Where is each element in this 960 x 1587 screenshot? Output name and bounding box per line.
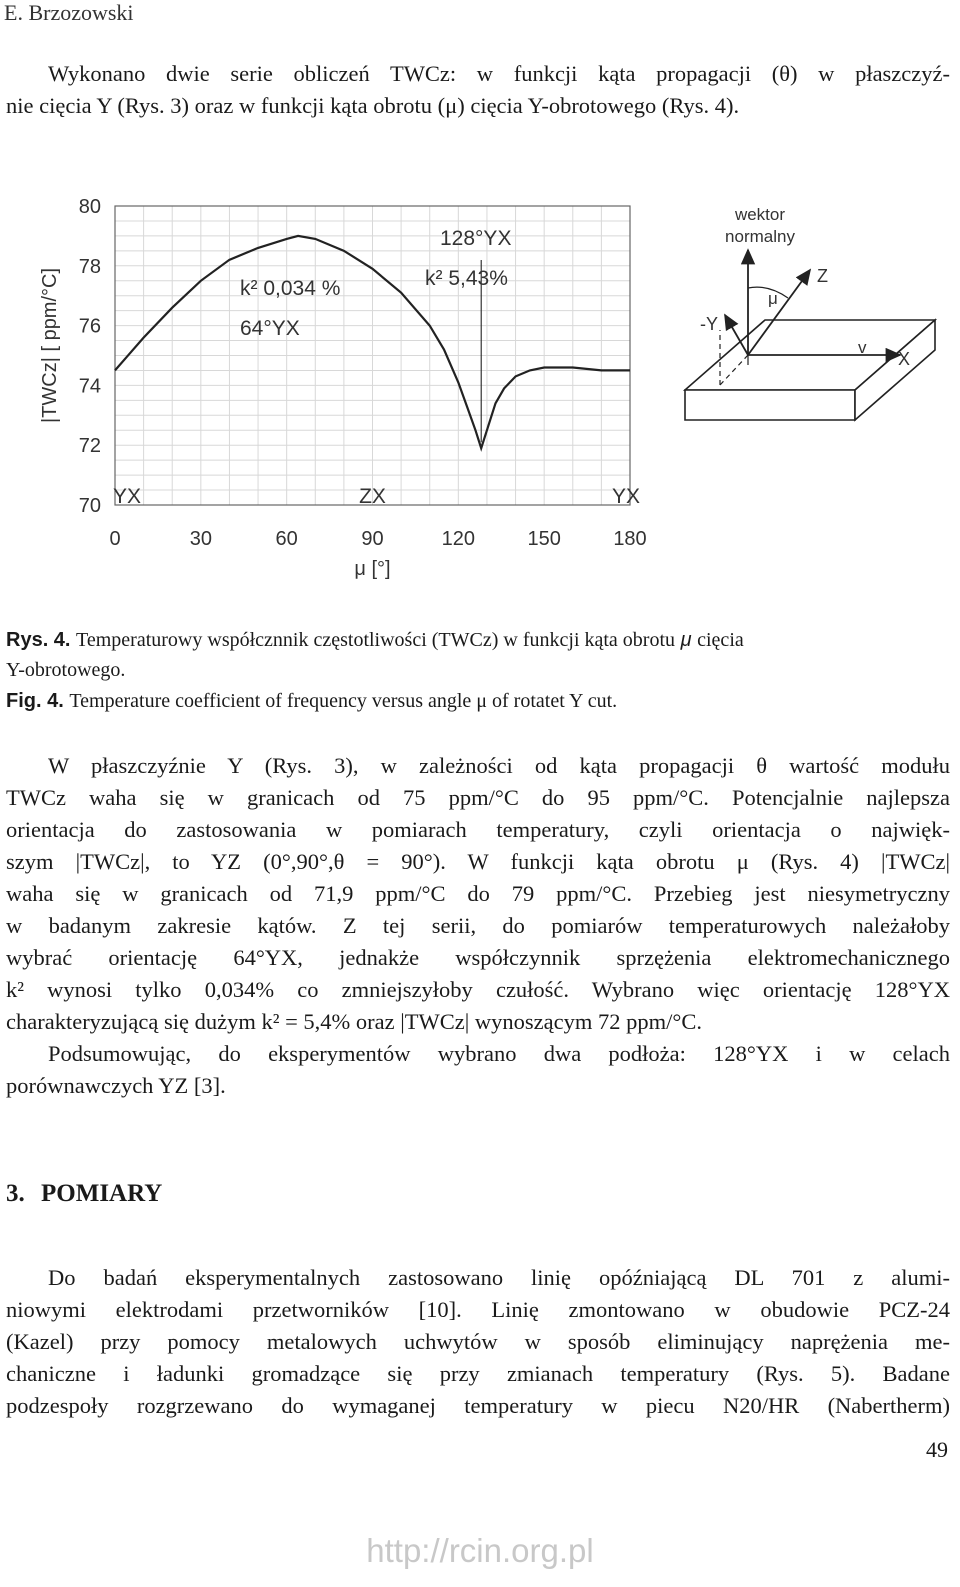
x-tick-label: 90 [361,528,384,550]
x-tick-label: 180 [613,528,647,550]
section-line: niowymi elektrodami przetworników [10]. Linię zmontowano w obudowie PCZ-24 [6,1297,950,1322]
annotation-k2-128yx: k² 5,43% [425,267,508,290]
section-paragraph [6,1262,950,1422]
section-number: 3. [6,1180,25,1207]
body-line: wybrać orientację 64°YX, jednakże współczynnik sprzężenia elektromechanicznego [6,945,950,970]
y-axis-label: |TWCz| [ ppm/°C] [39,267,61,424]
section-heading [6,1180,162,1208]
section-title: POMIARY [41,1180,163,1207]
caption-pl-line2: Y-obrotowego. [6,659,126,681]
body-line: w badanym zakresie kątów. Z tej serii, do pomiarów temperaturowych należałoby [6,913,950,938]
x-axis-label: μ [°] [354,558,391,580]
intro-paragraph [6,58,950,122]
body-line: Podsumowując, do eksperymentów wybrano dwa podłoża: 128°YX i w celach [48,1041,950,1066]
rotated-cut-diagram [685,205,935,420]
diagram-title-line1: wektor [734,205,786,224]
intro-line-1: Wykonano dwie serie obliczeń TWCz: w funkcji kąta propagacji (θ) w płaszczyź- [48,61,950,86]
cut-label-mid: ZX [359,485,386,508]
cut-label-left: YX [112,485,142,508]
cut-label-right: YX [611,485,641,508]
y-tick-label: 74 [78,375,101,398]
section-line: chaniczne i ładunki gromadzące się przy zmianach temperatury (Rys. 5). Badane [6,1361,950,1386]
annotation-128yx: 128°YX [440,227,512,250]
y-tick-label: 70 [78,495,101,517]
body-line: W płaszczyźnie Y (Rys. 3), w zależności od kąta propagacji θ wartość modułu [48,753,950,778]
figure-caption-en [6,686,950,716]
figure-4 [20,180,940,600]
x-tick-label: 30 [189,528,212,550]
caption-pl-label: Rys. 4. [6,629,71,651]
body-line: waha się w granicach od 71,9 ppm/°C do 79 ppm/°C. Przebieg jest niesymetryczny [6,881,950,906]
body-line: szym |TWCz|, to YZ (0°,90°,θ = 90°). W funkcji kąta obrotu μ (Rys. 4) |TWCz| [6,849,950,874]
body-line: orientacja do zastosowania w pomiarach temperatury, czyli orientacja o najwięk- [6,817,950,842]
section-line: Do badań eksperymentalnych zastosowano linię opóźniającą DL 701 z alumi- [48,1265,950,1290]
annotation-64yx: 64°YX [240,317,300,340]
neg-y-axis-label: -Y [700,314,718,334]
body-line: porównawczych YZ [3]. [6,1073,226,1098]
x-tick-label: 120 [441,528,476,550]
body-line: TWCz waha się w granicach od 75 ppm/°C do 95 ppm/°C. Potencjalnie najlepsza [6,785,950,810]
y-tick-label: 80 [78,196,101,218]
x-tick-label: 0 [109,528,121,550]
section-line: podzespoły rozgrzewano do wymaganej temperatury w piecu N20/HR (Nabertherm) [6,1393,950,1418]
slab-front-face [685,390,855,420]
running-header-author: E. Brzozowski [4,0,134,25]
section-line: (Kazel) przy pomocy metalowych uchwytów w sposób eliminujący naprężenia me- [6,1329,950,1354]
x-tick-label: 150 [527,528,561,550]
annotation-k2-64yx: k² 0,034 % [240,277,341,300]
x-axis-label: X [898,349,911,369]
x-tick-label: 60 [275,528,298,550]
twcz-chart [39,196,647,580]
caption-pl-text: Temperaturowy współcznnik częstotliwości (TWCz) w funkcji kąta obrotu [76,629,676,651]
y-tick-label: 76 [78,315,101,338]
y-tick-label: 72 [78,435,101,458]
page-number: 49 [926,1437,948,1462]
footer-url: http://rcin.org.pl [366,1532,594,1569]
mu-angle-label: μ [768,289,778,308]
body-line: k² wynosi tylko 0,034% co zmniejszyłoby czułość. Wybrano więc orientację 128°YX [6,977,950,1002]
diagram-title-line2: normalny [725,227,795,246]
velocity-label: v [858,338,867,357]
caption-pl-mu: μ [680,629,692,651]
caption-en-text: Temperature coefficient of frequency versus angle μ of rotatet Y cut. [69,690,618,712]
z-axis-label: Z [817,266,828,286]
y-tick-label: 78 [78,255,101,278]
body-paragraph [6,750,950,1102]
caption-en-label: Fig. 4. [6,690,64,712]
caption-pl-text-end: cięcia [697,629,744,651]
intro-line-2: nie cięcia Y (Rys. 3) oraz w funkcji kąta obrotu (μ) cięcia Y-obrotowego (Rys. 4). [6,93,740,118]
figure-caption-pl [6,625,950,685]
body-line: charakteryzującą się dużym k² = 5,4% oraz |TWCz| wynoszącym 72 ppm/°C. [6,1009,702,1034]
